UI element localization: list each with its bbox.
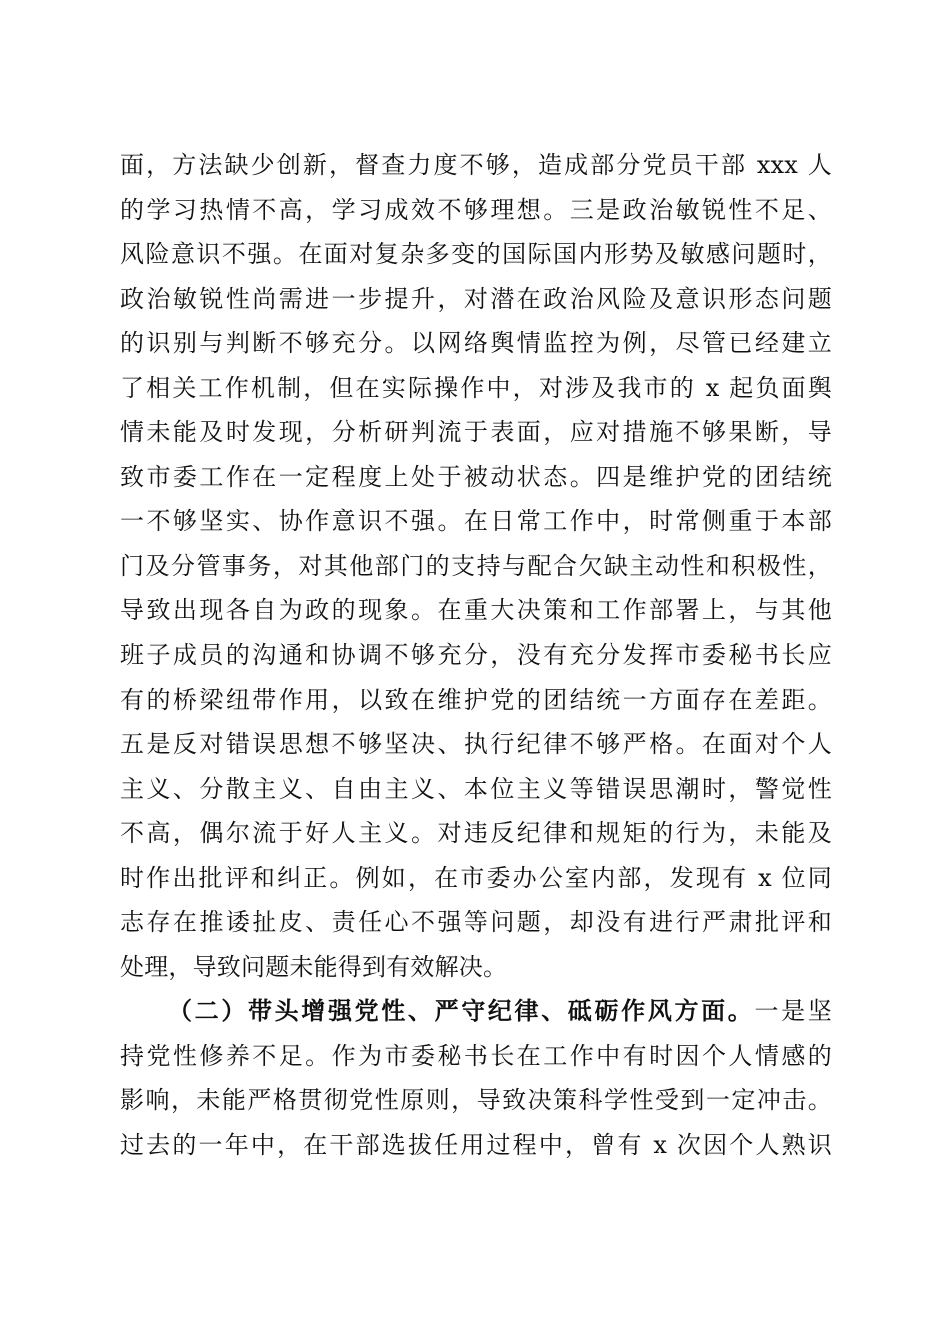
text-line: 了相关工作机制，但在实际操作中，对涉及我市的 x 起负面舆 <box>120 373 832 402</box>
text-line: 持党性修养不足。作为市委秘书长在工作中有时因个人情感的 <box>120 1041 832 1070</box>
text-line: 有的桥梁纽带作用，以致在维护党的团结统一方面存在差距。 <box>120 685 832 714</box>
section-heading-continuation: 一是坚 <box>754 997 832 1026</box>
text-line: 致市委工作在一定程度上处于被动状态。四是维护党的团结统 <box>120 462 832 491</box>
text-line: 五是反对错误思想不够坚决、执行纪律不够严格。在面对个人 <box>120 730 832 759</box>
text-line-paragraph-end: 处理，导致问题未能得到有效解决。 <box>120 952 508 981</box>
text-line: 过去的一年中，在干部选拔任用过程中，曾有 x 次因个人熟识 <box>120 1131 832 1160</box>
text-line: 影响，未能严格贯彻党性原则，导致决策科学性受到一定冲击。 <box>120 1086 832 1115</box>
text-line: 主义、分散主义、自由主义、本位主义等错误思潮时，警觉性 <box>120 774 832 803</box>
text-line: 志存在推诿扯皮、责任心不强等问题，却没有进行严肃批评和 <box>120 908 832 937</box>
text-line: 情未能及时发现，分析研判流于表面，应对措施不够果断，导 <box>120 418 832 447</box>
section-heading: （二）带头增强党性、严守纪律、砥砺作风方面。 <box>168 996 755 1026</box>
text-line: 不高，偶尔流于好人主义。对违反纪律和规矩的行为，未能及 <box>120 819 832 848</box>
section-heading-line <box>120 989 832 1034</box>
text-line: 面，方法缺少创新，督查力度不够，造成部分党员干部 xxx 人 <box>120 151 832 179</box>
text-line: 的学习热情不高，学习成效不够理想。三是政治敏锐性不足、 <box>120 195 832 224</box>
text-line: 一不够坚实、协作意识不强。在日常工作中，时常侧重于本部 <box>120 507 832 536</box>
text-line: 政治敏锐性尚需进一步提升，对潜在政治风险及意识形态问题 <box>120 284 832 313</box>
text-line: 班子成员的沟通和协调不够充分，没有充分发挥市委秘书长应 <box>120 641 832 670</box>
text-line: 的识别与判断不够充分。以网络舆情监控为例，尽管已经建立 <box>120 329 832 358</box>
text-line: 风险意识不强。在面对复杂多变的国际国内形势及敏感问题时， <box>120 240 832 269</box>
text-line: 导致出现各自为政的现象。在重大决策和工作部署上，与其他 <box>120 596 832 625</box>
text-line: 门及分管事务，对其他部门的支持与配合欠缺主动性和积极性， <box>120 551 832 580</box>
text-line: 时作出批评和纠正。例如，在市委办公室内部，发现有 x 位同 <box>120 863 832 892</box>
body-text <box>120 143 832 1168</box>
